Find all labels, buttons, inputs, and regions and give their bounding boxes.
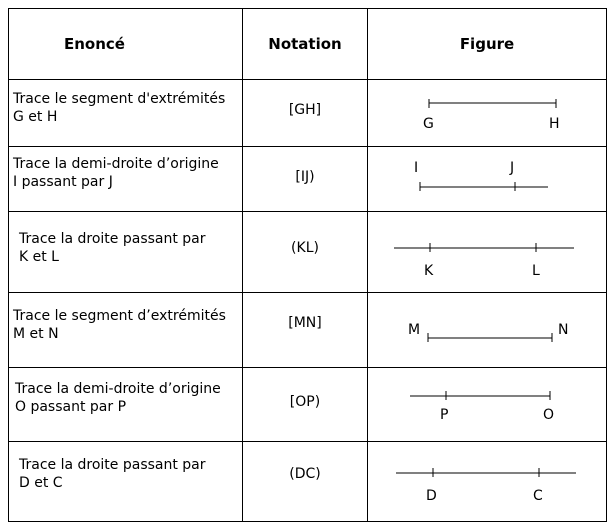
enonce-cell: Trace la demi-droite d’origine O passant par P [9,368,243,442]
header-notation: Notation [243,9,368,80]
point-label: D [426,488,437,504]
figure-segment-mn [368,293,607,368]
figure-demi-droite-op [368,368,607,442]
table-row [9,293,607,368]
notation-cell: [GH] [243,80,368,147]
point-label: L [532,263,540,279]
figure-segment-gh [368,80,607,147]
notation-cell: [OP) [243,368,368,442]
header-figure: Figure [368,9,607,80]
enonce-cell: Trace la demi-droite d’origine I passant par J [9,147,243,212]
point-label: H [549,116,560,132]
notation-table [8,8,607,522]
table-row [9,80,607,147]
figure-droite-kl [368,212,607,293]
enonce-cell: Trace la droite passant par K et L [9,212,243,293]
point-label: P [440,407,449,423]
header-row [9,9,607,80]
point-label: J [510,160,515,176]
point-label: M [408,322,421,338]
table-row [9,212,607,293]
point-label: G [423,116,434,132]
header-enonce: Enoncé [9,9,243,80]
notation-cell: [MN] [243,293,368,368]
table-row [9,368,607,442]
figure-demi-droite-ij [368,147,607,212]
point-label: N [558,322,569,338]
enonce-cell: Trace la droite passant par D et C [9,442,243,522]
enonce-cell: Trace le segment d’extrémités M et N [9,293,243,368]
figure-droite-dc [368,442,607,522]
point-label: I [414,160,419,176]
notation-cell: (DC) [243,442,368,522]
notation-cell: (KL) [243,212,368,293]
enonce-cell: Trace le segment d'extrémités G et H [9,80,243,147]
table-row [9,147,607,212]
table-row [9,442,607,522]
point-label: C [533,488,543,504]
point-label: K [424,263,434,279]
notation-cell: [IJ) [243,147,368,212]
point-label: O [543,407,555,423]
